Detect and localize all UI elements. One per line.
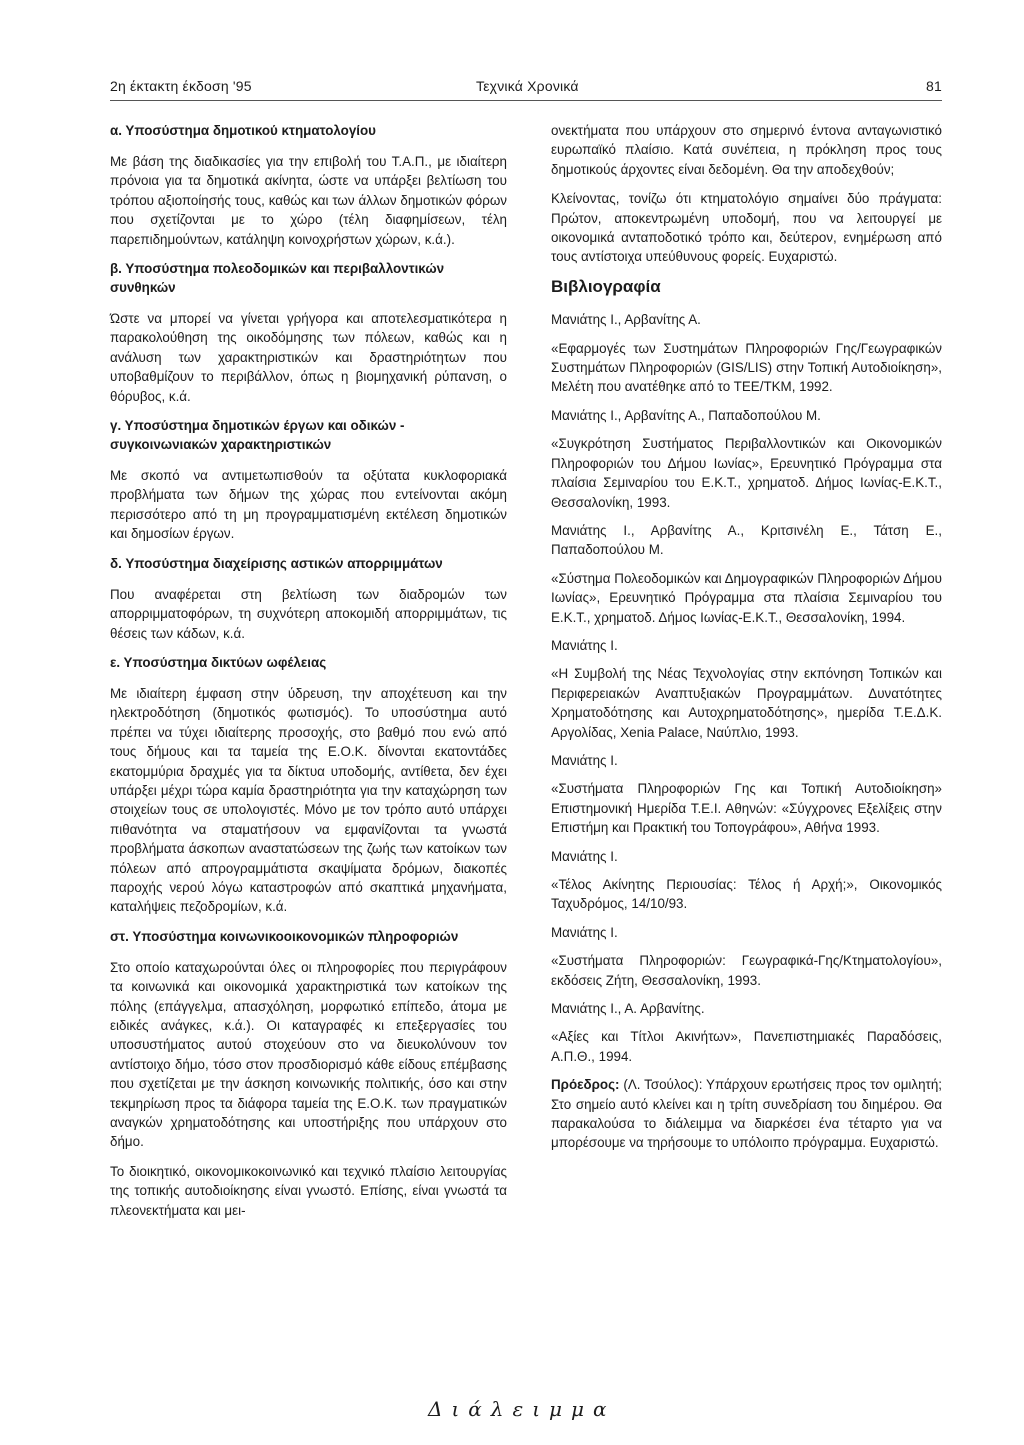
bibliography-entry: «Συστήματα Πληροφοριών Γης και Τοπική Αυτοδιοίκηση» Επιστημονική Ημερίδα Τ.Ε.Ι. Αθηνών: «Σύγχρονες Εξελίξεις στην Επιστήμη και Πρακτική του Τοπογράφου», Αθήνα 1993. xyxy=(551,781,942,836)
bibliography-entry: «Τέλος Ακίνητης Περιουσίας: Τέλος ή Αρχή;», Οικονομικός Ταχυδρόμος, 14/10/93. xyxy=(551,877,942,912)
section-a-body: Με βάση της διαδικασίες για την επιβολή του Τ.Α.Π., με ιδιαίτερη πρόνοια για τα δημοτικά ακίνητα, ώστε να υπάρξει βελτίωση του τρόπου αξιοποίησής τους, καθώς και των άλλων δημοτικών φόρων που σχετίζονται με το χώρο (τέλη διαφημίσεων, τέλη παρεπιδημούντων, κατάληψη κοινοχρήστων χώρων, κ.ά.). xyxy=(110,154,507,247)
journal-title: Τεχνικά Χρονικά xyxy=(476,78,579,94)
section-f-title: στ. Υποσύστημα κοινωνικοοικονομικών πληροφοριών xyxy=(110,928,459,944)
bibliography-entry: «Η Συμβολή της Νέας Τεχνολογίας στην εκπόνηση Τοπικών και Περιφερειακών Αναπτυξιακών Προγραμμάτων. Δυνατότητες Χρηματοδότησης και Αυτοχρηματοδότησης», ημερίδα Τ.Ε.Δ.Κ. Αργολίδας, Xenia Palace, Ναύπλιο, 1993. xyxy=(551,666,942,740)
closing-remarks: Κλείνοντας, τονίζω ότι κτηματολόγιο σημαίνει δύο πράγματα: Πρώτον, αποκεντρωμένη υποδομή, που να λειτουργεί με οικονομικά ανταποδοτικό τρόπο και, δεύτερον, ενημέρωση από τους αντίστοιχα υπεύθυνους φορείς. Ευχαριστώ. xyxy=(551,191,942,265)
chair-remarks xyxy=(551,1075,942,1153)
intermission-heading: Διάλειμμα xyxy=(428,1397,616,1421)
bibliography-entry: Μανιάτης Ι. xyxy=(551,924,618,940)
bibliography-entry: Μανιάτης Ι., Αρβανίτης Α., Κριτσινέλη Ε., Τάτση Ε., Παπαδοπούλου Μ. xyxy=(551,522,942,558)
header-rule xyxy=(110,100,942,101)
chair-label: Πρόεδρος: xyxy=(551,1077,620,1093)
section-d-body: Που αναφέρεται στη βελτίωση των διαδρομών των απορριμματοφόρων, τη συχνότερη αποκομιδή απορριμμάτων, τις θέσεις των κάδων, κ.ά. xyxy=(110,586,507,641)
section-c-body: Με σκοπό να αντιμετωπισθούν τα οξύτατα κυκλοφοριακά προβλήματα των δήμων της χώρας που εντείνονται ακόμη περισσότερο από τη μη προγραμματισμένη εκτέλεση δημοτικών και δημοσίων έργων. xyxy=(110,468,507,542)
page-number: 81 xyxy=(926,78,942,94)
running-header xyxy=(110,78,942,100)
right-column xyxy=(551,121,942,1163)
section-a-title: α. Υποσύστημα δημοτικού κτηματολογίου xyxy=(110,123,376,138)
bibliography-entry: Μανιάτης Ι. xyxy=(551,848,618,864)
bibliography-entry: «Σύστημα Πολεοδομικών και Δημογραφικών Πληροφοριών Δήμου Ιωνίας», Ερευνητικό Πρόγραμμα στα πλαίσια Σεμιναρίου του Ε.Κ.Τ., χρηματοδ. Δήμος Ιωνίας-Ε.Κ.Τ., Θεσσαλονίκη, 1994. xyxy=(551,570,942,625)
left-column xyxy=(110,121,507,1230)
continuation-paragraph: ονεκτήματα που υπάρχουν στο σημερινό έντονα ανταγωνιστικό ευρωπαϊκό πλαίσιο. Κατά συνέπεια, η πρόκληση προς τους δημοτικούς άρχοντες είναι δεδομένη. Θα την αποδεχθούν; xyxy=(551,123,942,177)
section-e-title: ε. Υποσύστημα δικτύων ωφέλειας xyxy=(110,654,327,670)
bibliography-entry: Μανιάτης Ι., Αρβανίτης Α. xyxy=(551,312,701,328)
closing-paragraph: Το διοικητικό, οικονομικοκοινωνικό και τεχνικό πλαίσιο λειτουργίας της τοπικής αυτοδιοίκησης είναι γνωστό. Επίσης, είναι γνωστά τα πλεονεκτήματα και μει- xyxy=(110,1163,507,1218)
bibliography-entry: Μανιάτης Ι., Αρβανίτης Α., Παπαδοπούλου Μ. xyxy=(551,407,821,423)
bibliography-entry: Μανιάτης Ι. xyxy=(551,752,618,768)
section-b-body: Ώστε να μπορεί να γίνεται γρήγορα και αποτελεσματικότερα η παρακολούθηση της οικοδόμησης των πόλεων, καθώς και η ανάλυση των χαρακτηριστικών και δραστηριότητων που υποβαθμίζουν το περιβάλλον, όπως η βιομηχανική ρύπανση, ο θόρυβος, κ.ά. xyxy=(110,311,507,404)
bibliography-entry: Μανιάτης Ι. xyxy=(551,637,618,653)
section-f-body: Στο οποίο καταχωρούνται όλες οι πληροφορίες που περιγράφουν τα κοινωνικά και οικονομικά χαρακτηριστικά των κατοίκων της πόλης (επάγγελμα, απασχόληση, μορφωτικό επίπεδο, άτομα με ειδικές ανάγκες, κ.ά.). Οι καταγραφές κι επεξεργασίες του υποσυστήματος αυτού στοχεύουν στο να διευκολύνουν τον αντίστοιχο δήμο, τόσο στον προσδιορισμό κάθε είδους επέμβασης που σχετίζεται με την άσκηση κοινωνικής πολιτικής, όσο και στην τεκμηρίωση προς τα διάφορα ταμεία της Ε.Ο.Κ. των πραγματικών αναγκών χρηματοδότησης και υποστήριξης που υπάρχουν στο δήμο. xyxy=(110,959,507,1150)
bibliography-title: Βιβλιογραφία xyxy=(551,276,661,296)
section-d-title: δ. Υποσύστημα διαχείρισης αστικών απορριμμάτων xyxy=(110,555,443,571)
bibliography-list xyxy=(551,310,942,1066)
bibliography-entry: «Αξίες και Τίτλοι Ακινήτων», Πανεπιστημιακές Παραδόσεις, Α.Π.Θ., 1994. xyxy=(551,1029,942,1064)
bibliography-entry: Μανιάτης Ι., Α. Αρβανίτης. xyxy=(551,1001,705,1017)
section-b-title: β. Υποσύστημα πολεοδομικών και περιβαλλοντικών συνθηκών xyxy=(110,261,445,296)
bibliography-entry: «Συγκρότηση Συστήματος Περιβαλλοντικών και Οικονομικών Πληροφοριών του Δήμου Ιωνίας», Ερευνητικό Πρόγραμμα στα πλαίσια Σεμιναρίου του Ε.Κ.Τ., χρηματοδ. Δήμος Ιωνίας-Ε.Κ.Τ., Θεσσαλονίκη, 1993. xyxy=(551,436,942,510)
section-c-title: γ. Υποσύστημα δημοτικών έργων και οδικών - συγκοινωνιακών χαρακτηριστικών xyxy=(110,418,405,453)
chair-text: (Λ. Τσούλος): Υπάρχουν ερωτήσεις προς τον ομιλητή; Στο σημείο αυτό κλείνει και η τρίτη συνεδρίαση του διημέρου. Θα παρακαλούσα το διάλειμμα να διαρκέσει ένα τέταρτο για να μπορέσουμε να τηρήσουμε το υπόλοιπο πρόγραμμα. Ευχαριστώ. xyxy=(551,1077,942,1151)
section-e-body: Με ιδιαίτερη έμφαση στην ύδρευση, την αποχέτευση και την ηλεκτροδότηση (δημοτικός φωτισμός). Το υποσύστημα αυτό πρέπει να τύχει ιδιαίτερης προσοχής, στο βαθμό που ενώ από τους δήμους και τα ταμεία της Ε.Ο.Κ. δίνονται εκατοντάδες εκατομμύρια δραχμές για τα δίκτυα υποδομής, αντίθετα, δεν έχει υπάρξει μέχρι τώρα καμία δραστηριότητα για την καταχώρηση των στοιχείων τους σε υπολογιστές. Μόνο με τον τρόπο αυτό υπάρχει πιθανότητα να σταματήσουν να εμφανίζονται τα γνωστά προβλήματα άσκοπων αναστατώσεων της ζωής των κατοίκων των πόλεων από απρογραμμάτιστα σκαψίματα δρόμων, διακοπές παροχής νερού λόγω καταστροφών από σκαπτικά μηχανήματα, καταλήψεις πεζοδρομίων, κ.ά. xyxy=(110,685,507,915)
bibliography-entry: «Συστήματα Πληροφοριών: Γεωγραφικά-Γης/Κτηματολογίου», εκδόσεις Ζήτη, Θεσσαλονίκη, 1993. xyxy=(551,953,942,988)
issue-label: 2η έκτακτη έκδοση '95 xyxy=(110,78,252,94)
bibliography-entry: «Εφαρμογές των Συστημάτων Πληροφοριών Γης/Γεωγραφικών Συστημάτων Πληροφοριών (GIS/LIS) στην Τοπική Αυτοδιοίκηση», Μελέτη που ανατέθηκε από το ΤΕΕ/ΤΚΜ, 1992. xyxy=(551,340,942,395)
